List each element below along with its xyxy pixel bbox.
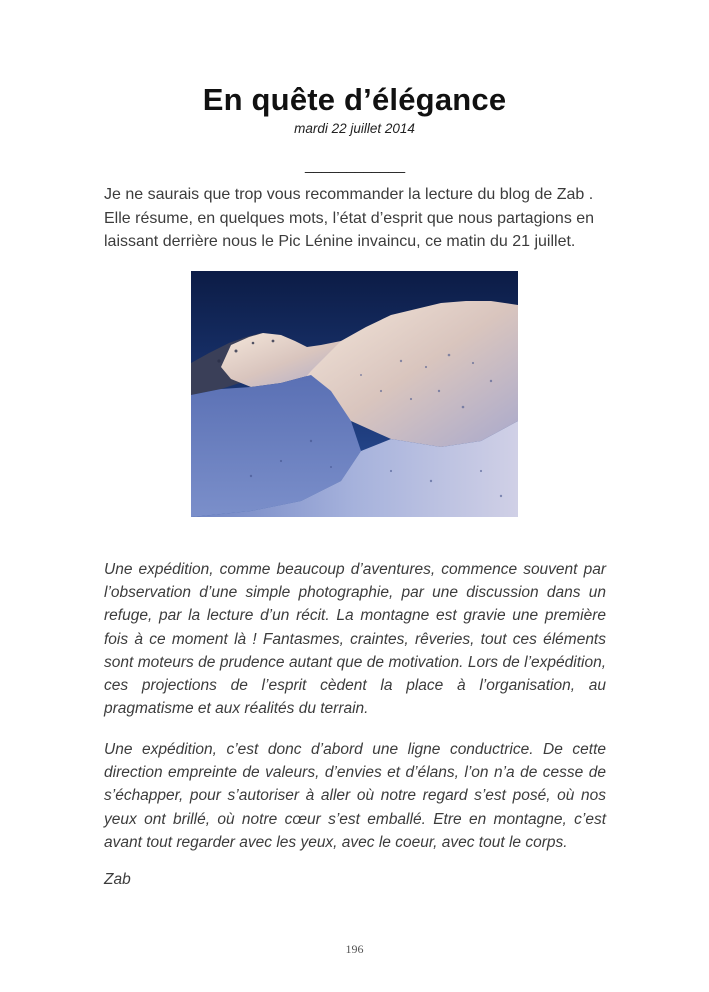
- quote-paragraph-2: Une expédition, c’est donc d’abord une ligne conductrice. De cette direction empreinte de valeurs, d’envies et d’élans, l’on n’a de cesse de s’échapper, pour s’autoriser à aller où notre regard s’est posé, où nos yeux ont brillé, où notre cœur s’est emballé. Etre en montagne, c’est avant tout regarder avec les yeux, avec le coeur, avec tout le corps.: [104, 741, 606, 851]
- mountain-photo: [191, 271, 518, 517]
- page-number: 196: [345, 942, 364, 956]
- intro-paragraph: Je ne saurais que trop vous recommander la lecture du blog de Zab . Elle résume, en quelques mots, l’état d’esprit que nous partagions en laissant derrière nous le Pic Lénine invaincu, ce matin du 21 juillet.: [104, 186, 595, 250]
- title-separator: ____________: [304, 157, 406, 174]
- page-title: En quête d’élégance: [202, 82, 507, 117]
- quote-paragraph-1: Une expédition, comme beaucoup d’aventures, commence souvent par l’observation d’une simple photographie, par une discussion dans un refuge, par la lecture d’un récit. La montagne est gravie une première fois à ce moment là ! Fantasmes, craintes, rêveries, tout ces éléments sont moteurs de prudence autant que de motivation. Lors de l’expédition, ces projections de l’esprit cèdent la place à l’organisation, au pragmatisme et aux réalités du terrain.: [104, 561, 606, 718]
- post-date: mardi 22 juillet 2014: [294, 121, 415, 136]
- signature: Zab: [104, 871, 131, 888]
